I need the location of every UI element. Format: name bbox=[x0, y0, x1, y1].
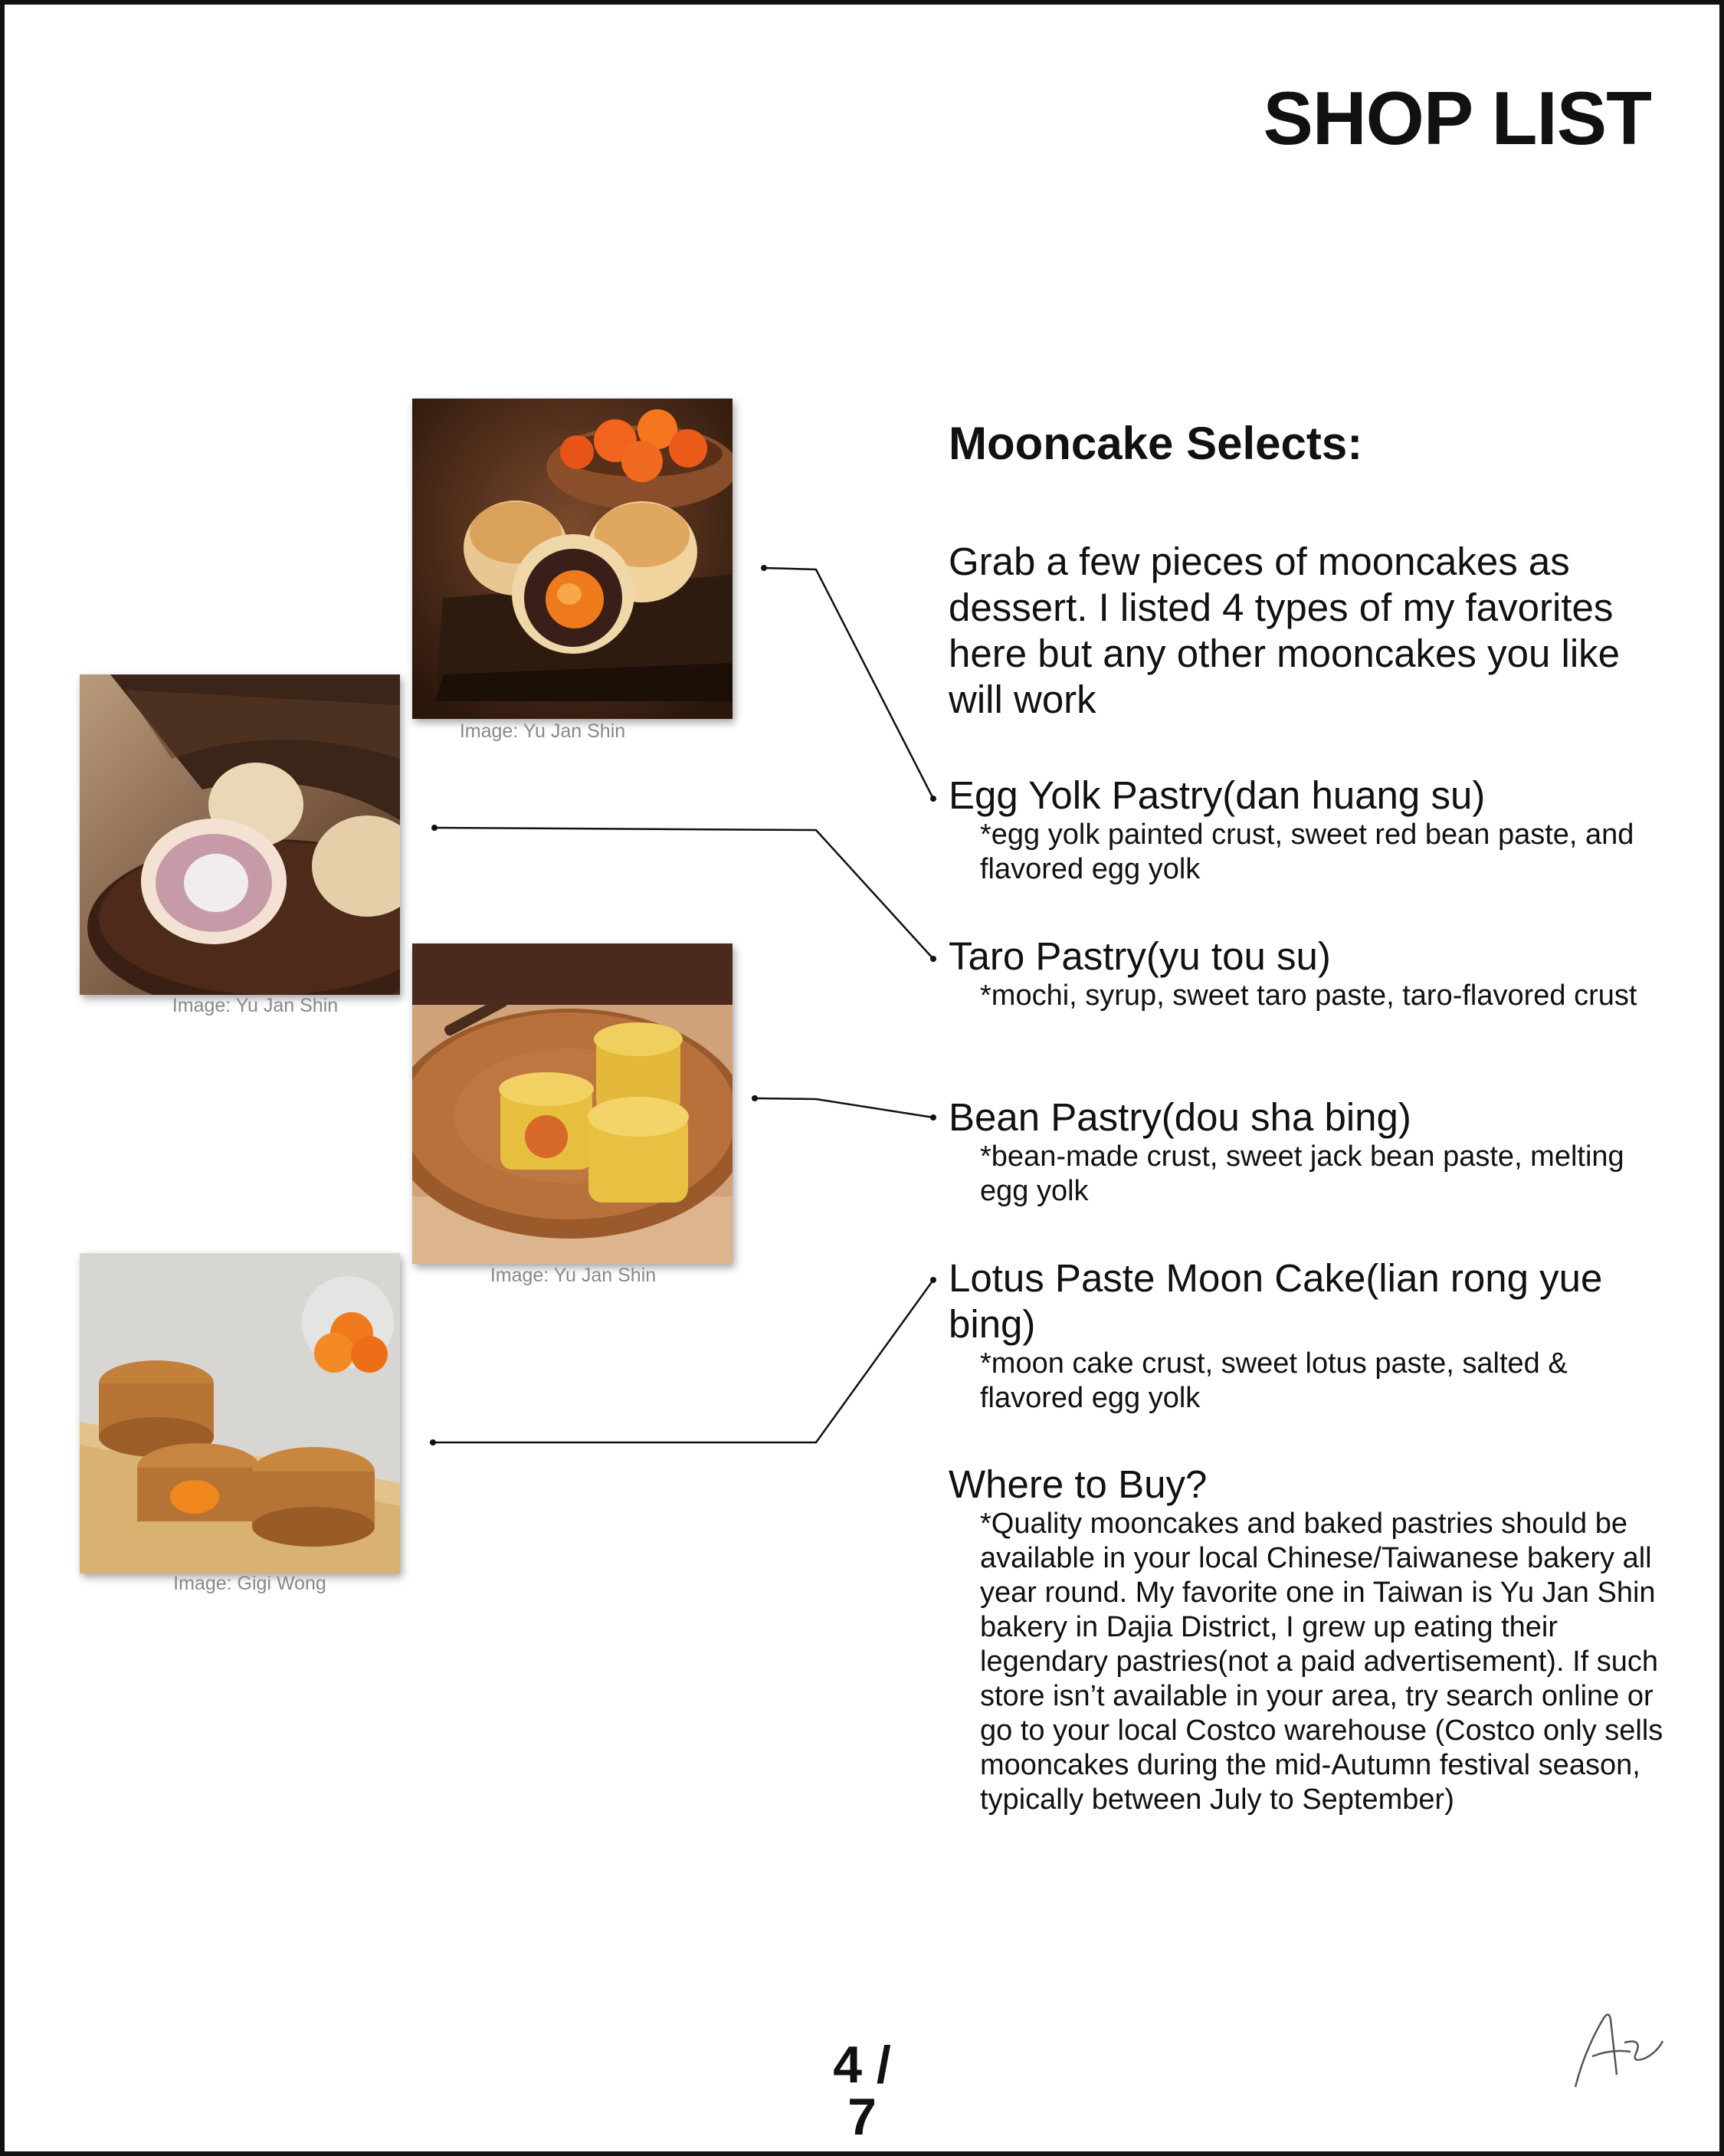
photo-credit: Image: Yu Jan Shin bbox=[459, 720, 626, 742]
item-name: Egg Yolk Pastry(dan huang su) bbox=[949, 773, 1486, 817]
item-description: *bean-made crust, sweet jack bean paste, melting egg yolk bbox=[980, 1140, 1624, 1207]
lotus-paste-mooncake-photo bbox=[80, 1253, 400, 1574]
item-description: *mochi, syrup, sweet taro paste, taro-flavored crust bbox=[980, 980, 1637, 1012]
signature-icon bbox=[1569, 2004, 1669, 2092]
photo-credit: Image: Gigi Wong bbox=[173, 1573, 326, 1594]
section-heading: Mooncake Selects: bbox=[949, 418, 1363, 469]
item-name: Taro Pastry(yu tou su) bbox=[949, 934, 1331, 978]
page-number: 4 / 7 bbox=[833, 2036, 891, 2146]
photo-credit: Image: Yu Jan Shin bbox=[172, 995, 339, 1016]
item-description: *moon cake crust, sweet lotus paste, salted & flavored egg yolk bbox=[980, 1347, 1568, 1414]
taro-pastry-photo bbox=[80, 674, 400, 995]
bean-pastry-photo bbox=[412, 943, 733, 1264]
item-description: *egg yolk painted crust, sweet red bean paste, and flavored egg yolk bbox=[980, 819, 1634, 885]
photo-credit: Image: Yu Jan Shin bbox=[490, 1265, 657, 1286]
where-to-buy-body: *Quality mooncakes and baked pastries should be available in your local Chinese/Taiwanese bakery all year round. My favorite one in Taiwan is Yu Jan Shin bakery in Dajia District, I grew up eating their legendary pastries(not a paid advertisement). If such store isn’t available in your area, try search online or go to your local Costco warehouse (Costco only sells mooncakes during the mid-Autumn festival season, typically between July to September) bbox=[980, 1508, 1663, 1816]
page-title: SHOP LIST bbox=[1263, 76, 1651, 160]
item-name: Bean Pastry(dou sha bing) bbox=[949, 1095, 1411, 1139]
item-name: Lotus Paste Moon Cake(lian rong yue bing) bbox=[949, 1256, 1603, 1346]
egg-yolk-pastry-photo bbox=[412, 399, 733, 719]
intro-text: Grab a few pieces of mooncakes as dessert. I listed 4 types of my favorites here but any other mooncakes you like will work bbox=[949, 540, 1621, 721]
where-to-buy-title: Where to Buy? bbox=[949, 1462, 1208, 1506]
